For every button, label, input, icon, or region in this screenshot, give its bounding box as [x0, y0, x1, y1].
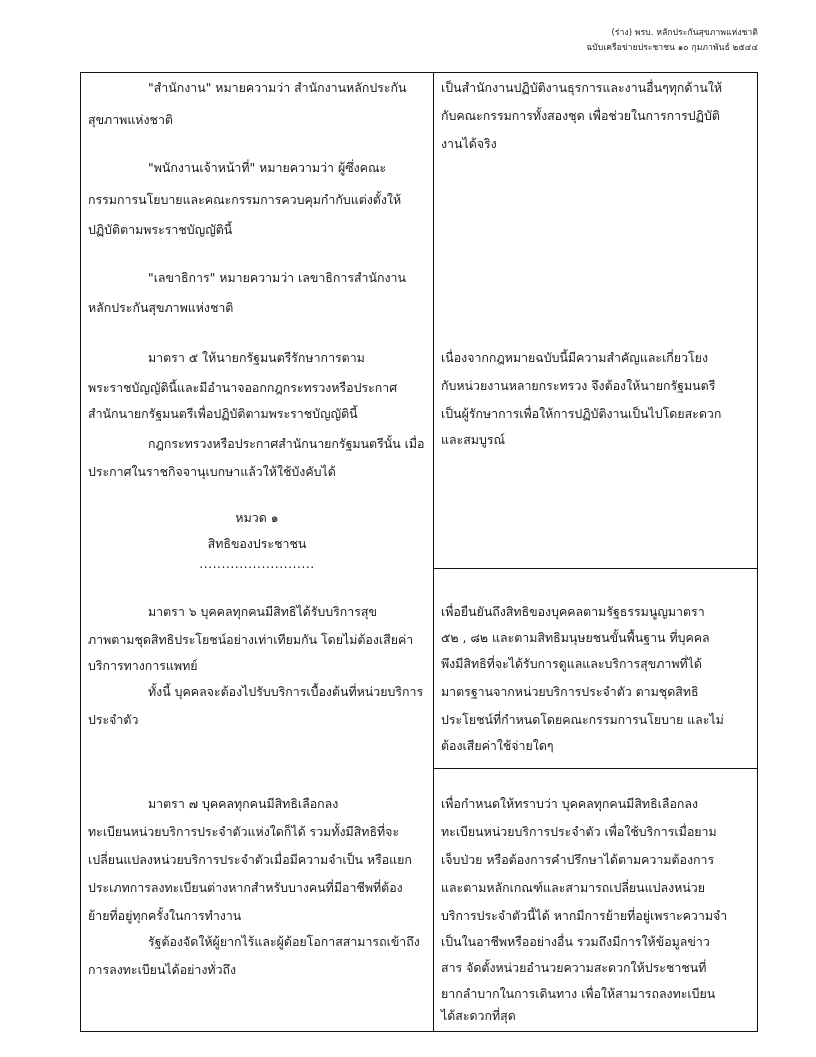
note-sec7-line-7: สาร จัดตั้งหน่วยอำนวยความสะดวกให้ประชาชนที่ — [441, 960, 707, 975]
sec6-line-4: ทั้งนี้ บุคคลจะต้องไปรับบริการเบื้องต้นที่หน่วยบริการ — [148, 684, 424, 699]
def-officer-line-3: ปฏิบัติตามพระราชบัญญัตินี้ — [88, 222, 233, 237]
sec5-line-2: พระราชบัญญัตินี้และมีอำนาจออกกฎกระทรวงหรือประกาศ — [88, 380, 398, 395]
def-office-line-2: สุขภาพแห่งชาติ — [88, 112, 173, 127]
note-sec6-line-2: ๕๒ , ๘๒ และตามสิทธิมนุษยชนขั้นพื้นฐาน ที่บุคคล — [441, 630, 710, 645]
sec5-line-4: กฎกระทรวงหรือประกาศสำนักนายกรัฐมนตรีนั้น เมื่อ — [148, 436, 425, 451]
note-sec7-line-9: ได้สะดวกที่สุด — [441, 1008, 516, 1023]
sec6-line-3: บริการทางการแพทย์ — [88, 658, 198, 673]
note-sec7-line-6: เป็นในอาชีพหรืออย่างอื่น รวมถึงมีการให้ข้อมูลข่าว — [441, 934, 710, 949]
chapter-title: สิทธิของประชาชน — [207, 536, 307, 551]
sec5-line-3: สำนักนายกรัฐมนตรีเพื่อปฏิบัติตามพระราชบัญญัตินี้ — [88, 406, 358, 421]
def-secretary-line-1: "เลขาธิการ" หมายความว่า เลขาธิการสำนักงาน — [148, 270, 406, 285]
note-sec6-line-4: มาตรฐานจากหน่วยบริการประจำตัว ตามชุดสิทธิ — [441, 684, 699, 699]
note-office-line-3: งานได้จริง — [441, 136, 497, 151]
column-divider — [433, 72, 434, 1032]
note-sec7-line-2: ทะเบียนหน่วยบริการประจำตัว เพื่อใช้บริการเมื่อยาม — [441, 824, 717, 839]
note-sec7-line-5: บริการประจำตัวนี้ได้ หากมีการย้ายที่อยู่เพราะความจำ — [441, 908, 728, 923]
chapter-dots: .......................... — [199, 556, 315, 571]
sec5-line-5: ประกาศในราชกิจจานุเบกษาแล้วให้ใช้บังคับได้ — [88, 464, 336, 479]
row-separator — [433, 568, 758, 569]
edition-line: ฉบับเครือข่ายประชาชน ๑๐ กุมภาพันธ์ ๒๕๔๔ — [586, 43, 758, 53]
sec6-line-5: ประจำตัว — [88, 712, 139, 727]
def-secretary-line-2: หลักประกันสุขภาพแห่งชาติ — [88, 300, 234, 315]
sec7-line-4: ประเภทการลงทะเบียนต่างหากสำหรับบางคนที่มีอาชีพที่ต้อง — [88, 880, 403, 895]
note-sec7-line-1: เพื่อกำหนดให้ทราบว่า บุคคลทุกคนมีสิทธิเลือกลง — [441, 796, 699, 811]
sec6-line-2: ภาพตามชุดสิทธิประโยชน์อย่างเท่าเทียมกัน โดยไม่ต้องเสียค่า — [88, 632, 414, 647]
row-separator — [433, 768, 758, 769]
note-office-line-2: กับคณะกรรมการทั้งสองชุด เพื่อช่วยในการการปฏิบัติ — [441, 108, 720, 123]
sec6-line-1: มาตรา ๖ บุคคลทุกคนมีสิทธิได้รับบริการสุข — [148, 604, 377, 619]
def-office-line-1: "สำนักงาน" หมายความว่า สำนักงานหลักประกัน — [148, 80, 407, 95]
note-sec7-line-8: ยากลำบากในการเดินทาง เพื่อให้สามารถลงทะเบียน — [441, 986, 716, 1001]
note-sec6-line-5: ประโยชน์ที่กำหนดโดยคณะกรรมการนโยบาย และไม่ — [441, 712, 724, 727]
note-office-line-1: เป็นสำนักงานปฏิบัติงานธุรการและงานอื่นๆทุกด้านให้ — [441, 80, 723, 95]
sec7-line-2: ทะเบียนหน่วยบริการประจำตัวแห่งใดก็ได้ รวมทั้งมีสิทธิที่จะ — [88, 824, 400, 839]
def-officer-line-2: กรรมการนโยบายและคณะกรรมการควบคุมกำกับแต่งตั้งให้ — [88, 192, 402, 207]
sec5-line-1: มาตรา ๕ ให้นายกรัฐมนตรีรักษาการตาม — [148, 350, 365, 365]
draft-title: (ร่าง) พรบ. หลักประกันสุขภาพแห่งชาติ — [611, 28, 758, 38]
note-sec5-line-1: เนื่องจากกฎหมายฉบับนี้มีความสำคัญและเกี่ยวโยง — [441, 350, 708, 365]
chapter-number: หมวด ๑ — [235, 510, 279, 525]
sec7-line-6: รัฐต้องจัดให้ผู้ยากไร้และผู้ด้อยโอกาสสามารถเข้าถึง — [148, 934, 420, 949]
note-sec7-line-4: และตามหลักเกณฑ์และสามารถเปลี่ยนแปลงหน่วย — [441, 880, 705, 895]
sec7-line-1: มาตรา ๗ บุคคลทุกคนมีสิทธิเลือกลง — [148, 796, 339, 811]
note-sec6-line-3: พึงมีสิทธิที่จะได้รับการดูแลและบริการสุขภาพที่ได้ — [441, 656, 702, 671]
sec7-line-5: ย้ายที่อยู่ทุกครั้งในการทำงาน — [88, 908, 242, 923]
note-sec5-line-4: และสมบูรณ์ — [441, 432, 505, 447]
sec7-line-7: การลงทะเบียนได้อย่างทั่วถึง — [88, 962, 237, 977]
note-sec7-line-3: เจ็บป่วย หรือต้องการคำปรึกษาได้ตามความต้องการ — [441, 852, 715, 867]
note-sec6-line-1: เพื่อยืนยันถึงสิทธิของบุคคลตามรัฐธรรมนูญมาตรา — [441, 604, 705, 619]
note-sec6-line-6: ต้องเสียค่าใช้จ่ายใดๆ — [441, 738, 554, 753]
sec7-line-3: เปลี่ยนแปลงหน่วยบริการประจำตัวเมื่อมีความจำเป็น หรือแยก — [88, 852, 412, 867]
note-sec5-line-2: กับหน่วยงานหลายกระทรวง จึงต้องให้นายกรัฐมนตรี — [441, 378, 716, 393]
def-officer-line-1: "พนักงานเจ้าหน้าที่" หมายความว่า ผู้ซึ่งคณะ — [148, 160, 387, 175]
note-sec5-line-3: เป็นผู้รักษาการเพื่อให้การปฏิบัติงานเป็นไปโดยสะดวก — [441, 406, 722, 421]
